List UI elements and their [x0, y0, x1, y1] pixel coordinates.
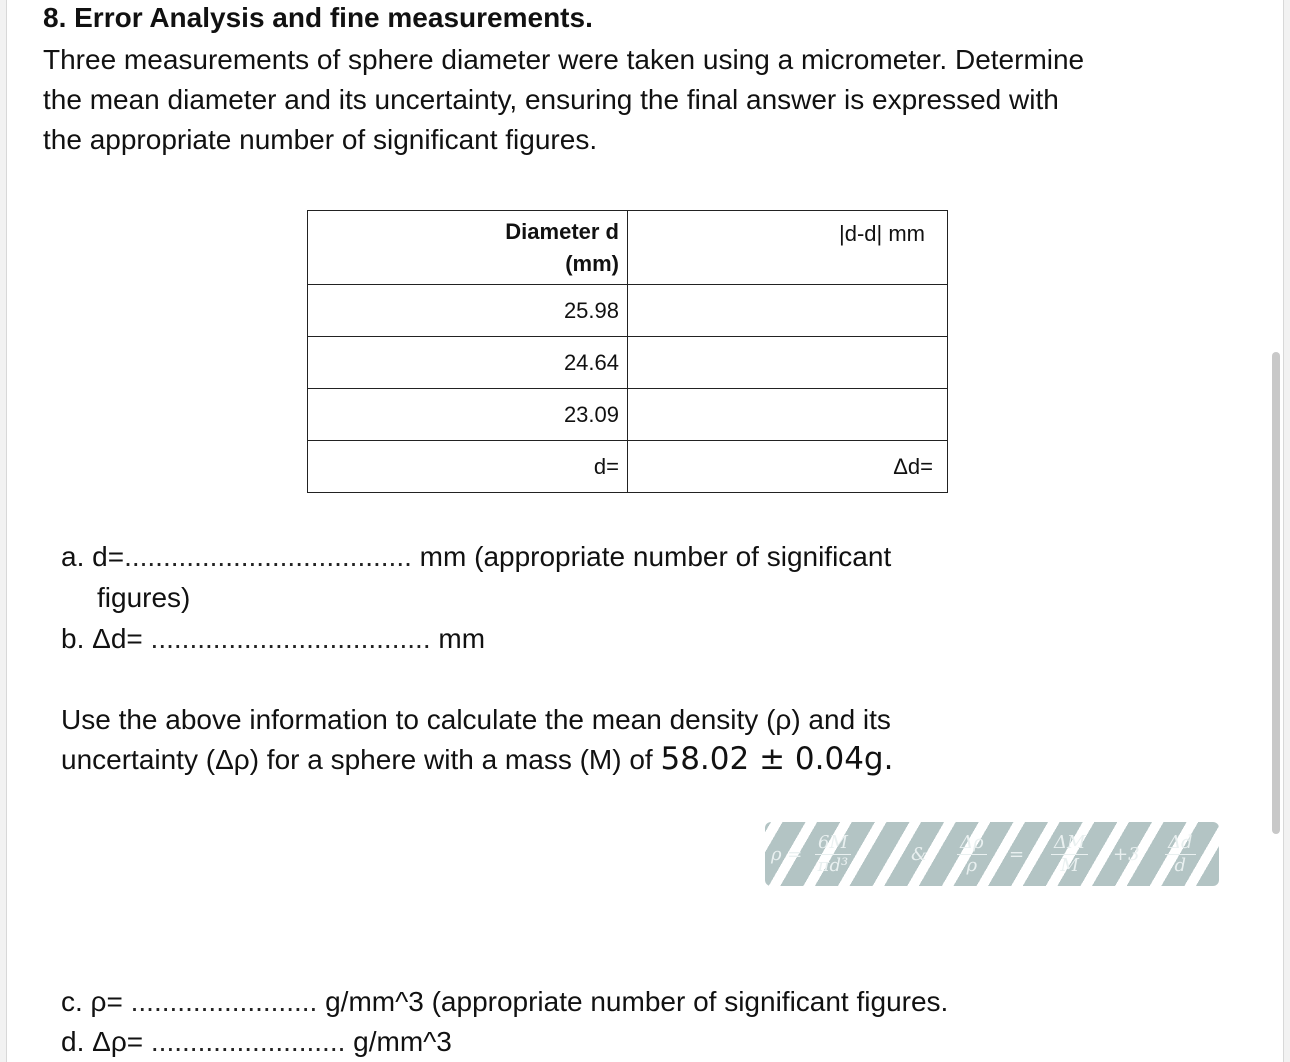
- formula-pi-d3: πd³: [817, 854, 849, 876]
- formula-m-den: M: [1060, 854, 1079, 876]
- formula-dd: Δd: [1165, 832, 1196, 855]
- table-row: [308, 285, 948, 337]
- question-intro: [43, 40, 1258, 160]
- measurement-table: [307, 210, 948, 493]
- formula-amp: &: [911, 843, 928, 865]
- answer-a-blank[interactable]: .....................................: [124, 541, 412, 572]
- deviation-cell[interactable]: [628, 389, 948, 441]
- answer-b: [61, 619, 485, 659]
- formula-drho: Δρ: [957, 832, 987, 855]
- answer-b-unit: mm: [430, 623, 486, 654]
- formula-plus3: +3: [1113, 843, 1140, 865]
- answer-a-label: a. d=: [61, 541, 125, 572]
- answer-c-blank[interactable]: ........................: [122, 986, 318, 1017]
- answer-c: [61, 982, 948, 1022]
- formula-dm-fraction: [1047, 822, 1092, 886]
- delta-d-cell: Δd=: [628, 441, 948, 493]
- table-row: [308, 337, 948, 389]
- deviation-cell[interactable]: [628, 285, 948, 337]
- mean-diameter-cell: d=: [308, 441, 628, 493]
- formula-rho-den: ρ: [966, 854, 978, 876]
- deviation-cell[interactable]: [628, 337, 948, 389]
- answer-b-blank[interactable]: ....................................: [142, 623, 431, 654]
- answer-b-label: b. Δd=: [61, 623, 143, 654]
- answer-d-label: d. Δρ=: [61, 1026, 144, 1057]
- answer-a-continued: figures): [97, 582, 191, 613]
- formula-dd-fraction: [1161, 822, 1200, 886]
- answer-a: [61, 537, 891, 577]
- diameter-cell: 24.64: [308, 337, 628, 389]
- density-line-2-text: uncertainty (Δρ) for a sphere with a mass (M) of: [61, 744, 661, 775]
- answer-d: [61, 1022, 452, 1062]
- diameter-cell: 23.09: [308, 389, 628, 441]
- formula-drho-fraction: [953, 822, 991, 886]
- table-footer-row: [308, 441, 948, 493]
- diameter-cell: 25.98: [308, 285, 628, 337]
- header-diameter-unit: (mm): [565, 250, 619, 276]
- formula-6m: 6M: [815, 832, 851, 855]
- header-cell-deviation: [628, 211, 948, 285]
- formula-rho: ρ =: [771, 843, 803, 865]
- density-line-1: Use the above information to calculate the mean density (ρ) and its: [61, 704, 891, 735]
- mass-value: 58.02 ± 0.04g.: [660, 741, 894, 777]
- formula-dm: ΔM: [1051, 832, 1088, 855]
- table-row: [308, 389, 948, 441]
- answer-a-unit: mm (appropriate number of significant: [411, 541, 892, 572]
- vertical-scrollbar[interactable]: [1272, 352, 1280, 834]
- question-heading: 8. Error Analysis and fine measurements.: [43, 2, 593, 33]
- formula-rho-fraction: [811, 822, 855, 886]
- intro-line-3: the appropriate number of significant figures.: [43, 124, 598, 155]
- intro-line-1: Three measurements of sphere diameter were taken using a micrometer. Determine: [43, 44, 1085, 75]
- formula-d-den: d: [1174, 854, 1187, 876]
- answer-d-blank[interactable]: .........................: [143, 1026, 346, 1057]
- answer-c-unit: g/mm^3 (appropriate number of significant figures.: [317, 986, 949, 1017]
- density-formula-image: [765, 822, 1219, 886]
- header-diameter-label: Diameter d: [505, 218, 619, 244]
- document-page: [6, 0, 1284, 1062]
- header-deviation-label: |d-d| mm: [839, 220, 925, 246]
- answer-d-unit: g/mm^3: [345, 1026, 452, 1057]
- density-line-2: [61, 739, 893, 780]
- answer-c-label: c. ρ=: [61, 986, 123, 1017]
- header-cell-diameter: [308, 211, 628, 285]
- intro-line-2: the mean diameter and its uncertainty, ensuring the final answer is expressed with: [43, 84, 1059, 115]
- table-header-row: [308, 211, 948, 285]
- formula-equals: =: [1009, 843, 1025, 865]
